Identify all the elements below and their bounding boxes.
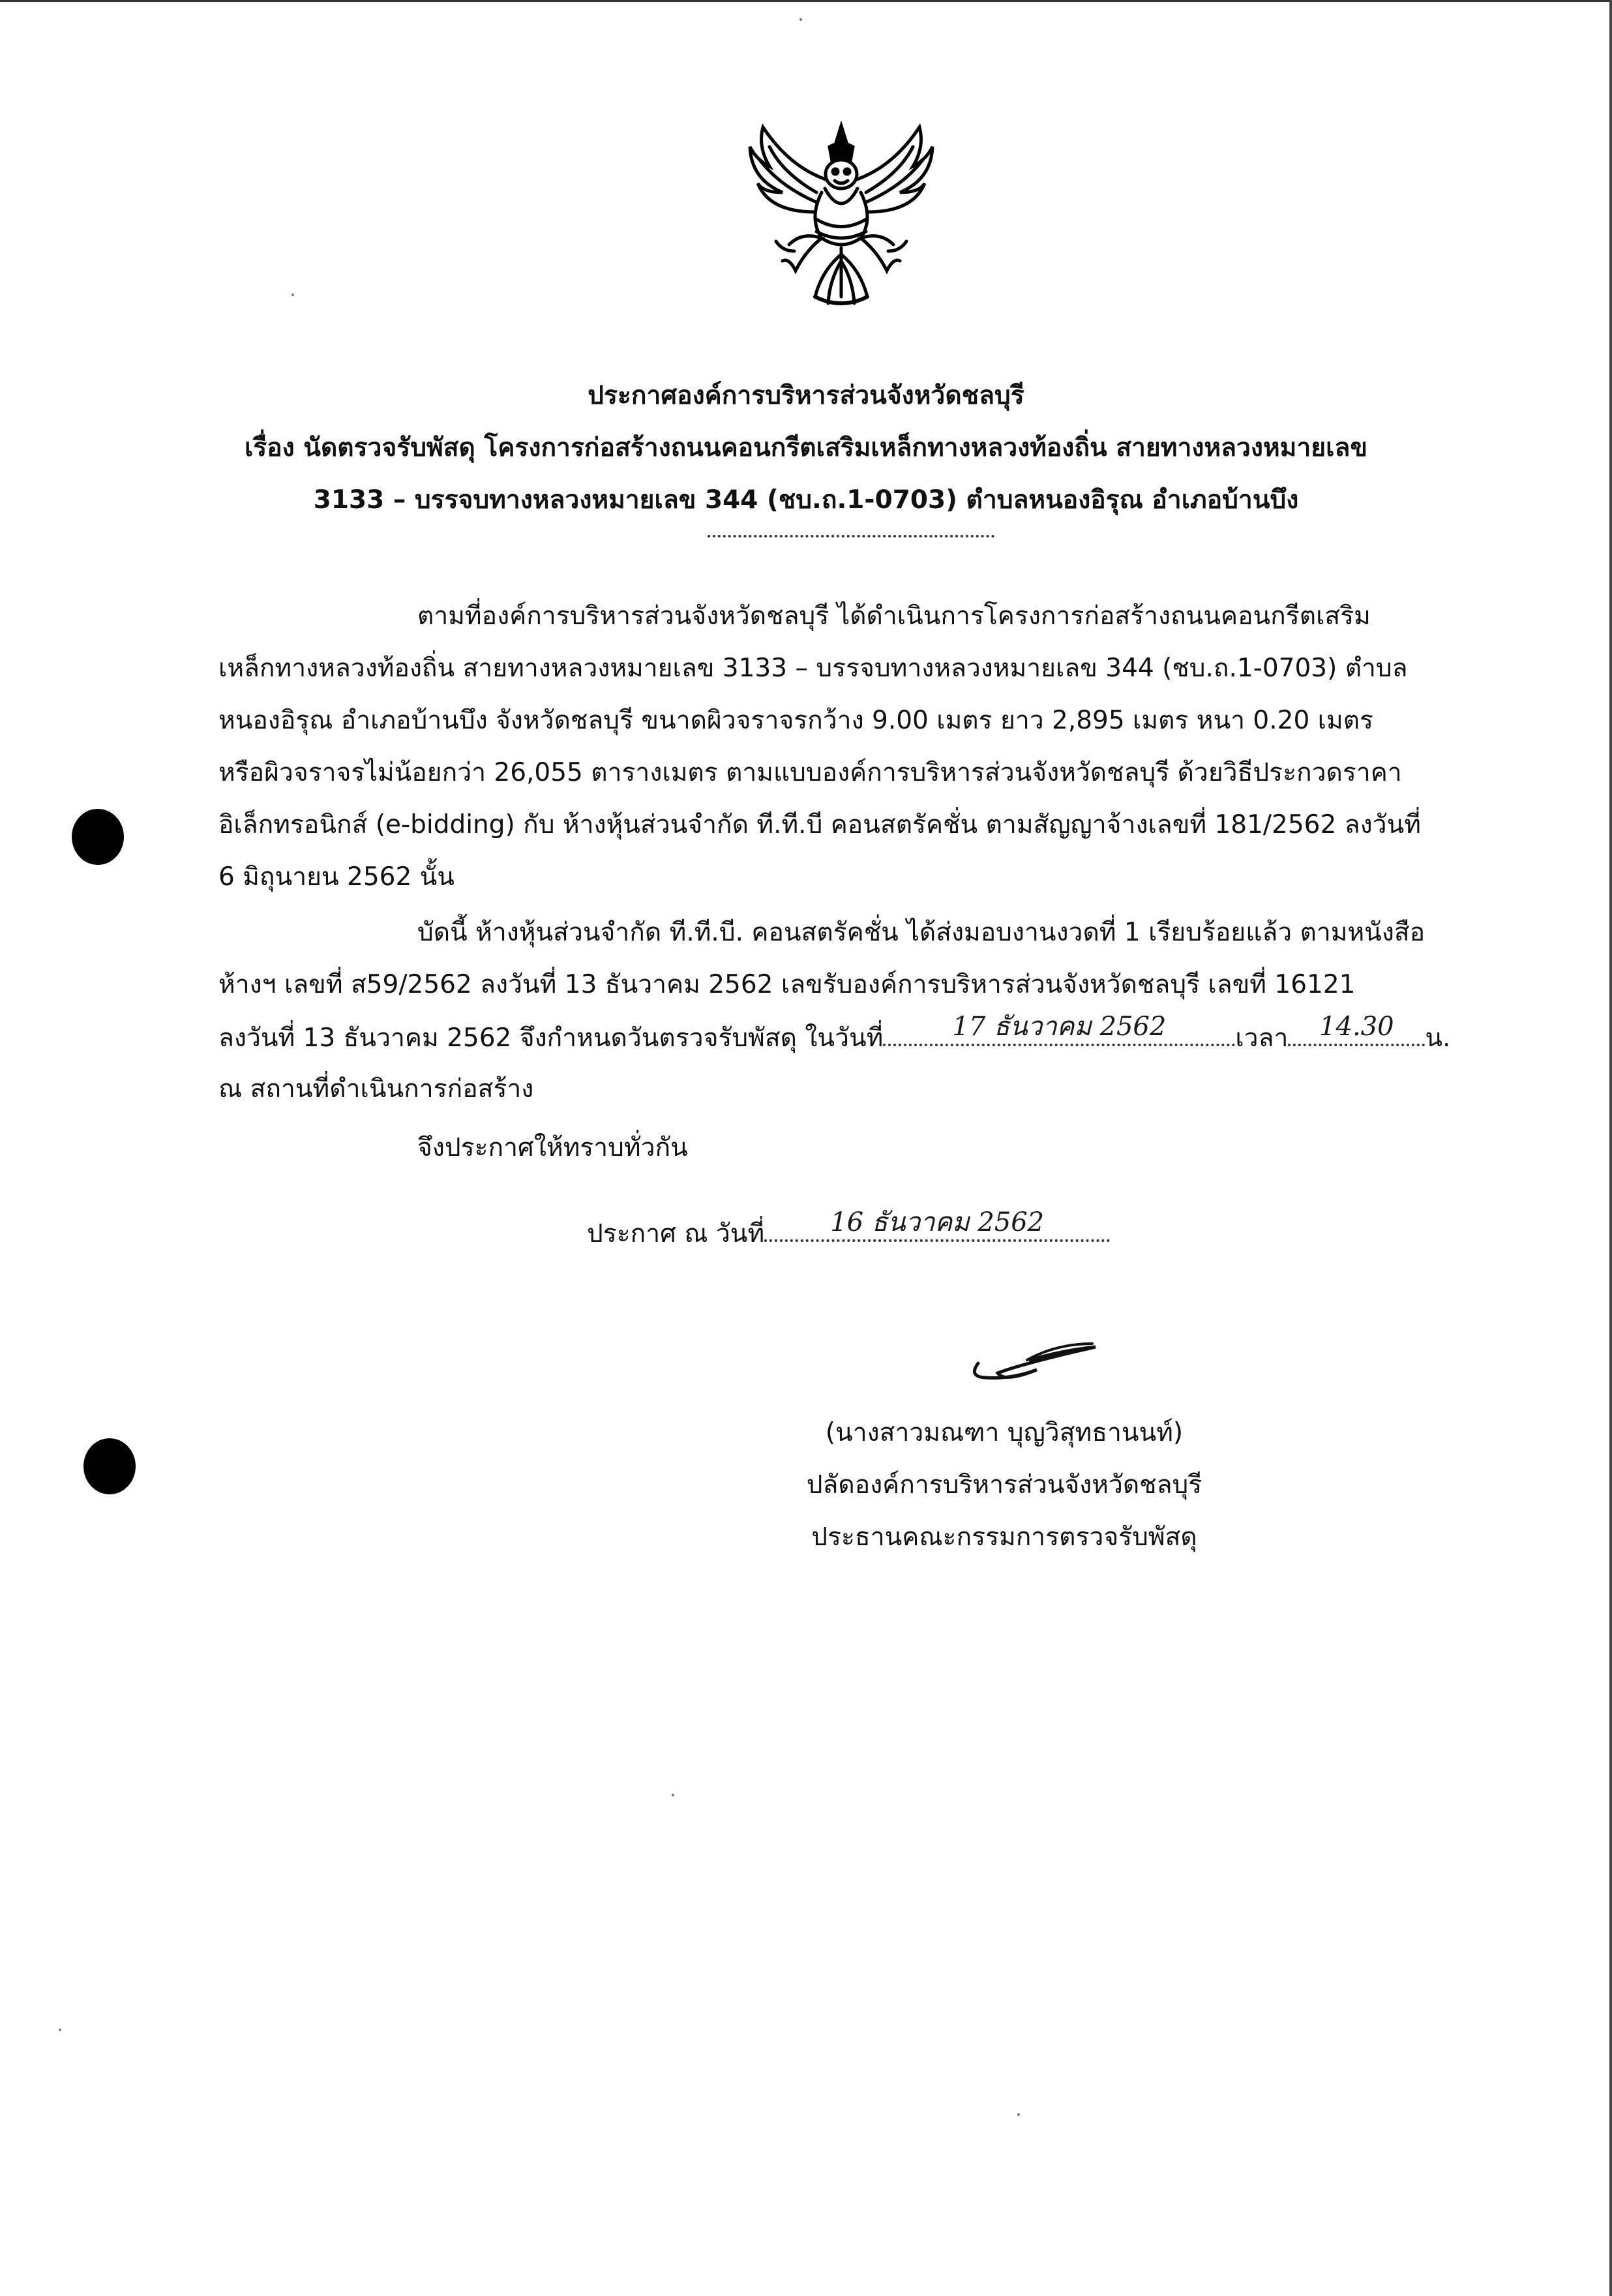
location-line: ณ สถานที่ดำเนินการก่อสร้าง <box>218 1074 534 1104</box>
paragraph2-line: ห้างฯ เลขที่ ส59/2562 ลงวันที่ 13 ธันวาคม 2562 เลขรับองค์การบริหารส่วนจังหวัดชลบุรี เลขที่ 16121 <box>218 970 1356 999</box>
scan-speck <box>672 1794 674 1796</box>
scan-speck <box>1017 2113 1020 2116</box>
inspection-date-handwritten: 17 ธันวาคม 2562 <box>952 1012 1167 1042</box>
punch-hole-upper <box>72 809 124 865</box>
paragraph1-line: อิเล็กทรอนิกส์ (e-bidding) กับ ห้างหุ้นส่วนจำกัด ที.ที.บี คอนสตรัคชั่น ตามสัญญาจ้างเลขที่ 181/2562 ลงวันที่ <box>218 810 1421 839</box>
scan-edge-top <box>0 0 1612 2</box>
scan-speck <box>291 294 294 296</box>
time-label: เวลา <box>1235 1023 1289 1053</box>
scan-edge-right <box>1609 0 1612 2296</box>
inspection-date-field <box>883 1012 1235 1046</box>
paragraph2-line: บัดนี้ ห้างหุ้นส่วนจำกัด ที.ที.บี. คอนสตรัคชั่น ได้ส่งมอบงานงวดที่ 1 เรียบร้อยแล้ว ตามหนังสือ <box>417 918 1425 947</box>
inspection-prefix: ลงวันที่ 13 ธันวาคม 2562 จึงกำหนดวันตรวจรับพัสดุ ในวันที่ <box>218 1023 884 1053</box>
announcement-title: ประกาศองค์การบริหารส่วนจังหวัดชลบุรี <box>588 381 1024 410</box>
title-separator <box>708 535 994 537</box>
scan-speck <box>799 18 802 21</box>
paragraph1-line: หรือผิวจราจรไม่น้อยกว่า 26,055 ตารางเมตร ตามแบบองค์การบริหารส่วนจังหวัดชลบุรี ด้วยวิธีประกวดราคา <box>218 758 1402 787</box>
signatory-role: ประธานคณะกรรมการตรวจรับพัสดุ <box>811 1522 1197 1552</box>
paragraph1-line: หนองอิรุณ อำเภอบ้านบึง จังหวัดชลบุรี ขนาดผิวจราจรกว้าง 9.00 เมตร ยาว 2,895 เมตร หนา 0.20 เมตร <box>218 706 1373 735</box>
announce-label: ประกาศ ณ วันที่ <box>587 1219 765 1248</box>
inspection-time-field <box>1288 1012 1425 1046</box>
announce-date-line <box>587 1207 1110 1248</box>
paragraph1-line: ตามที่องค์การบริหารส่วนจังหวัดชลบุรี ได้ดำเนินการโครงการก่อสร้างถนนคอนกรีตเสริม <box>417 601 1371 631</box>
announce-date-handwritten: 16 ธันวาคม 2562 <box>830 1207 1045 1237</box>
time-unit: น. <box>1425 1023 1451 1053</box>
subject-line-2: 3133 – บรรจบทางหลวงหมายเลข 344 (ชบ.ถ.1-0703) ตำบลหนองอิรุณ อำเภอบ้านบึง <box>313 485 1299 515</box>
announce-date-field <box>764 1207 1110 1242</box>
scan-speck <box>59 2029 61 2031</box>
subject-line-1: เรื่อง นัดตรวจรับพัสดุ โครงการก่อสร้างถนนคอนกรีตเสริมเหล็กทางหลวงท้องถิ่น สายทางหลวงหมายเลข <box>244 433 1368 462</box>
inspection-date-line <box>218 1012 1451 1053</box>
signatory-position: ปลัดองค์การบริหารส่วนจังหวัดชลบุรี <box>806 1470 1202 1500</box>
inspection-time-handwritten: 14.30 <box>1319 1012 1394 1042</box>
signatory-name: (นางสาวมณฑา บุญวิสุทธานนท์) <box>825 1418 1184 1447</box>
signature-icon <box>965 1324 1102 1396</box>
punch-hole-lower <box>83 1438 136 1494</box>
garuda-emblem-icon <box>743 121 939 310</box>
closing-line: จึงประกาศให้ทราบทั่วกัน <box>417 1133 688 1162</box>
paragraph1-line: 6 มิถุนายน 2562 นั้น <box>218 862 455 892</box>
paragraph1-line: เหล็กทางหลวงท้องถิ่น สายทางหลวงหมายเลข 3133 – บรรจบทางหลวงหมายเลข 344 (ชบ.ถ.1-0703) ตำบล <box>218 654 1408 683</box>
